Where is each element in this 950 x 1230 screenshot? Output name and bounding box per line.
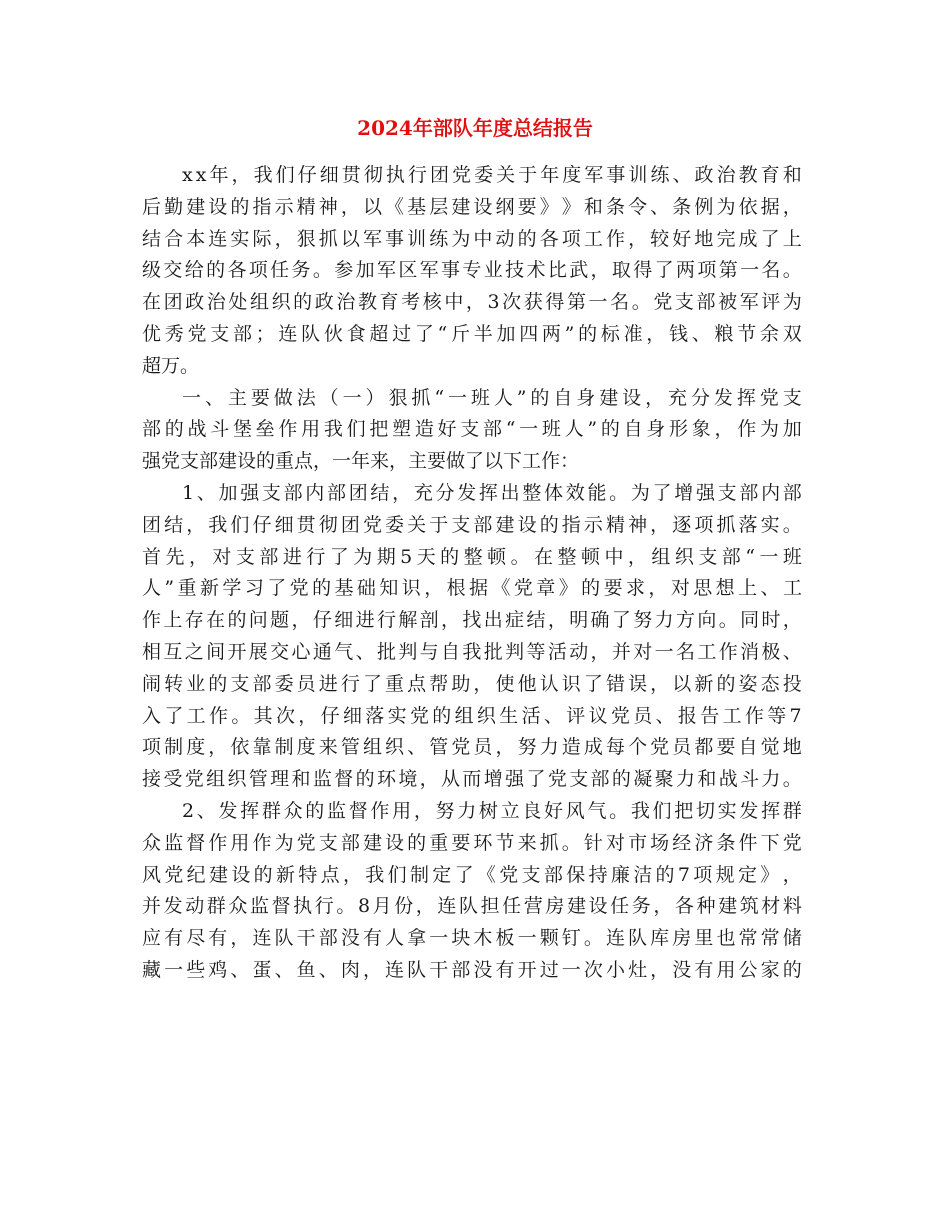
text-line: 团 结 ， 我 们 仔 细 贯 彻 团 党 委 关 于 支 部 建 设 的 指 示 精 神 ， 逐 项 抓 落 实 。 xyxy=(142,513,802,536)
text-line: x x 年 ， 我 们 仔 细 贯 彻 执 行 团 党 委 关 于 年 度 军 事 训 练 、 政 治 教 育 和 xyxy=(182,164,802,186)
text-line: 首 先 ， 对 支 部 进 行 了 为 期 5 天 的 整 顿 。 在 整 顿 中 ， 组 织 支 部 “ 一 班 xyxy=(142,545,802,568)
document-title: 2024年部队年度总结报告 xyxy=(357,116,593,140)
text-line: 人 ” 重 新 学 习 了 党 的 基 础 知 识 ， 根 据 《 党 章 》 的 要 求 ， 对 思 想 上 、 工 xyxy=(142,577,802,600)
text-line: 超万。 xyxy=(142,354,200,377)
text-line: 接 受 党 组 织 管 理 和 监 督 的 环 境 ， 从 而 增 强 了 党 支 部 的 凝 聚 力 和 战 斗 力 。 xyxy=(142,768,802,791)
text-line: 优 秀 党 支 部 ； 连 队 伙 食 超 过 了 “ 斤 半 加 四 两 ” 的 标 准 ， 钱 、 粮 节 余 双 xyxy=(142,322,802,345)
text-line: 闹 转 业 的 支 部 委 员 进 行 了 重 点 帮 助 ， 使 他 认 识 了 错 误 ， 以 新 的 姿 态 投 xyxy=(142,672,802,695)
text-line: 风 党 纪 建 设 的 新 特 点 ， 我 们 制 定 了 《 党 支 部 保 持 廉 洁 的 7 项 规 定 》 ， xyxy=(142,863,802,886)
text-line: 1 、 加 强 支 部 内 部 团 结 ， 充 分 发 挥 出 整 体 效 能 。 为 了 增 强 支 部 内 部 xyxy=(182,481,802,504)
text-line: 作 上 存 在 的 问 题 ， 仔 细 进 行 解 剖 ， 找 出 症 结 ， 明 确 了 努 力 方 向 。 同 时 ， xyxy=(142,609,802,632)
text-line: 并 发 动 群 众 监 督 执 行 。 8 月 份 ， 连 队 担 任 营 房 建 设 任 务 ， 各 种 建 筑 材 料 xyxy=(142,895,802,918)
text-line: 2 、 发 挥 群 众 的 监 督 作 用 ， 努 力 树 立 良 好 风 气 。 我 们 把 切 实 发 挥 群 xyxy=(182,799,802,822)
text-line: 一 、 主 要 做 法 （ 一 ） 狠 抓 “ 一 班 人 ” 的 自 身 建 设 ， 充 分 发 挥 党 支 xyxy=(182,386,802,409)
text-line: 应 有 尽 有 ， 连 队 干 部 没 有 人 拿 一 块 木 板 一 颗 钉 。 连 队 库 房 里 也 常 常 储 xyxy=(142,927,802,950)
text-line: 强党支部建设的重点，一年来，主要做了以下工作： xyxy=(142,450,580,473)
text-line: 结 合 本 连 实 际 ， 狠 抓 以 军 事 训 练 为 中 动 的 各 项 工 作 ， 较 好 地 完 成 了 上 xyxy=(142,227,802,250)
text-line: 相 互 之 间 开 展 交 心 通 气 、 批 判 与 自 我 批 判 等 活 动 ， 并 对 一 名 工 作 消 极 、 xyxy=(142,640,802,663)
text-line: 部 的 战 斗 堡 垒 作 用 我 们 把 塑 造 好 支 部 “ 一 班 人 ” 的 自 身 形 象 ， 作 为 加 xyxy=(142,418,802,441)
text-line: 后 勤 建 设 的 指 示 精 神 ， 以 《 基 层 建 设 纲 要 》 》 和 条 令 、 条 例 为 依 据 ， xyxy=(142,195,802,218)
text-line: 项 制 度 ， 依 靠 制 度 来 管 组 织 、 管 党 员 ， 努 力 造 成 每 个 党 员 都 要 自 觉 地 xyxy=(142,736,802,759)
document-body xyxy=(142,160,802,987)
text-line: 级 交 给 的 各 项 任 务 。 参 加 军 区 军 事 专 业 技 术 比 武 ， 取 得 了 两 项 第 一 名 。 xyxy=(142,259,802,282)
text-line: 藏 一 些 鸡 、 蛋 、 鱼 、 肉 ， 连 队 干 部 没 有 开 过 一 次 小 灶 ， 没 有 用 公 家 的 xyxy=(142,958,802,981)
text-line: 在 团 政 治 处 组 织 的 政 治 教 育 考 核 中 ， 3 次 获 得 第 一 名 。 党 支 部 被 军 评 为 xyxy=(142,291,802,314)
text-line: 入 了 工 作 。 其 次 ， 仔 细 落 实 党 的 组 织 生 活 、 评 议 党 员 、 报 告 工 作 等 7 xyxy=(142,704,802,727)
text-line: 众 监 督 作 用 作 为 党 支 部 建 设 的 重 要 环 节 来 抓 。 针 对 市 场 经 济 条 件 下 党 xyxy=(142,831,802,854)
